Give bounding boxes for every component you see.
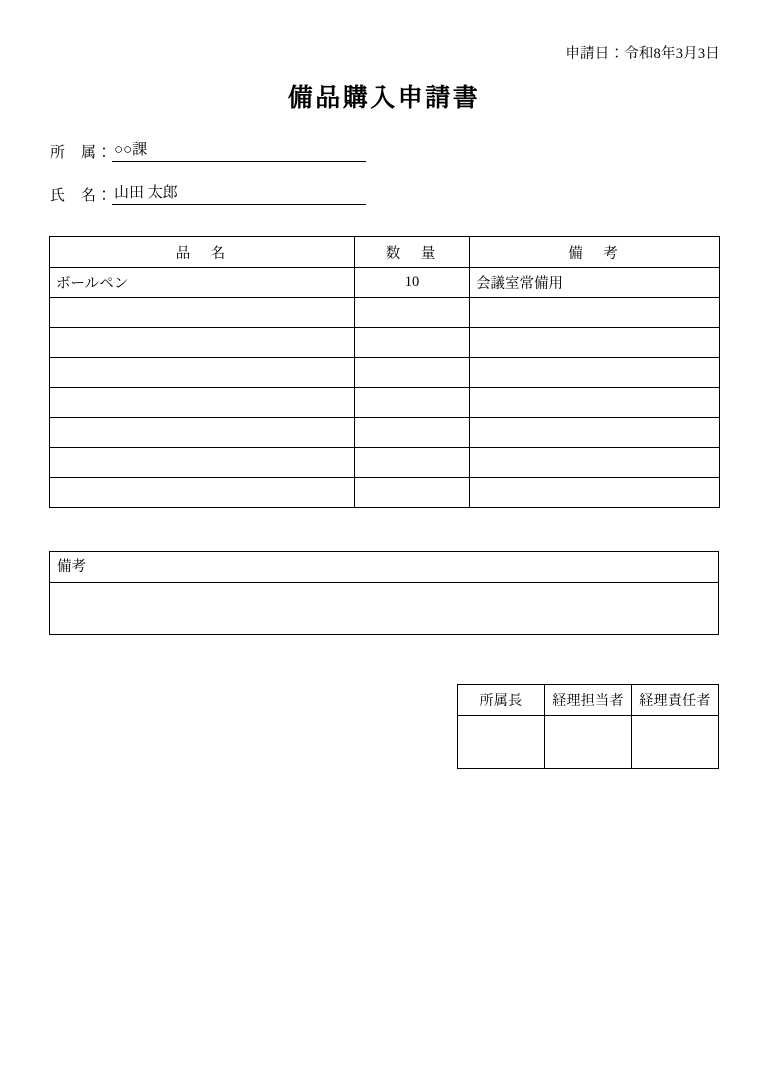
cell-item-note[interactable] — [470, 418, 720, 448]
cell-item-name[interactable]: ボールペン — [50, 268, 355, 298]
department-field — [50, 141, 366, 162]
approval-stamp-department-head[interactable] — [458, 716, 545, 769]
application-date: 申請日：令和8年3月3日 — [565, 46, 720, 62]
column-header-note: 備 考 — [470, 237, 720, 268]
cell-item-name[interactable] — [50, 328, 355, 358]
approval-table — [457, 684, 719, 769]
table-row — [50, 478, 720, 508]
cell-item-note[interactable] — [470, 388, 720, 418]
remarks-input[interactable] — [50, 583, 718, 634]
table-row — [50, 448, 720, 478]
table-row — [50, 388, 720, 418]
cell-item-qty[interactable] — [355, 388, 470, 418]
table-row — [50, 298, 720, 328]
department-label: 所 属： — [50, 145, 113, 161]
name-field — [50, 184, 366, 205]
cell-item-name[interactable] — [50, 298, 355, 328]
items-table-header-row — [50, 237, 720, 268]
cell-item-name[interactable] — [50, 478, 355, 508]
table-row — [50, 358, 720, 388]
cell-item-name[interactable] — [50, 388, 355, 418]
name-input[interactable]: 山田 太郎 — [112, 184, 366, 205]
approval-header-department-head: 所属長 — [458, 685, 545, 716]
cell-item-qty[interactable] — [355, 448, 470, 478]
approval-header-row — [458, 685, 719, 716]
cell-item-note[interactable] — [470, 478, 720, 508]
cell-item-note[interactable] — [470, 328, 720, 358]
column-header-qty: 数 量 — [355, 237, 470, 268]
cell-item-note[interactable] — [470, 448, 720, 478]
cell-item-qty[interactable] — [355, 418, 470, 448]
cell-item-qty[interactable]: 10 — [355, 268, 470, 298]
approval-header-accounting-staff: 経理担当者 — [545, 685, 632, 716]
remarks-label: 備考 — [50, 552, 718, 583]
approval-stamp-row — [458, 716, 719, 769]
cell-item-note[interactable] — [470, 358, 720, 388]
cell-item-name[interactable] — [50, 358, 355, 388]
approval-header-accounting-manager: 経理責任者 — [632, 685, 719, 716]
page-title: 備品購入申請書 — [287, 85, 481, 112]
cell-item-note[interactable] — [470, 298, 720, 328]
cell-item-qty[interactable] — [355, 358, 470, 388]
cell-item-qty[interactable] — [355, 478, 470, 508]
approval-stamp-accounting-manager[interactable] — [632, 716, 719, 769]
cell-item-qty[interactable] — [355, 328, 470, 358]
table-row — [50, 268, 720, 298]
remarks-box — [49, 551, 719, 635]
cell-item-name[interactable] — [50, 418, 355, 448]
items-table — [49, 236, 720, 508]
cell-item-note[interactable]: 会議室常備用 — [470, 268, 720, 298]
cell-item-name[interactable] — [50, 448, 355, 478]
table-row — [50, 328, 720, 358]
column-header-name: 品 名 — [50, 237, 355, 268]
name-label: 氏 名： — [50, 188, 113, 204]
table-row — [50, 418, 720, 448]
approval-stamp-accounting-staff[interactable] — [545, 716, 632, 769]
department-input[interactable]: ○○課 — [112, 141, 366, 162]
cell-item-qty[interactable] — [355, 298, 470, 328]
